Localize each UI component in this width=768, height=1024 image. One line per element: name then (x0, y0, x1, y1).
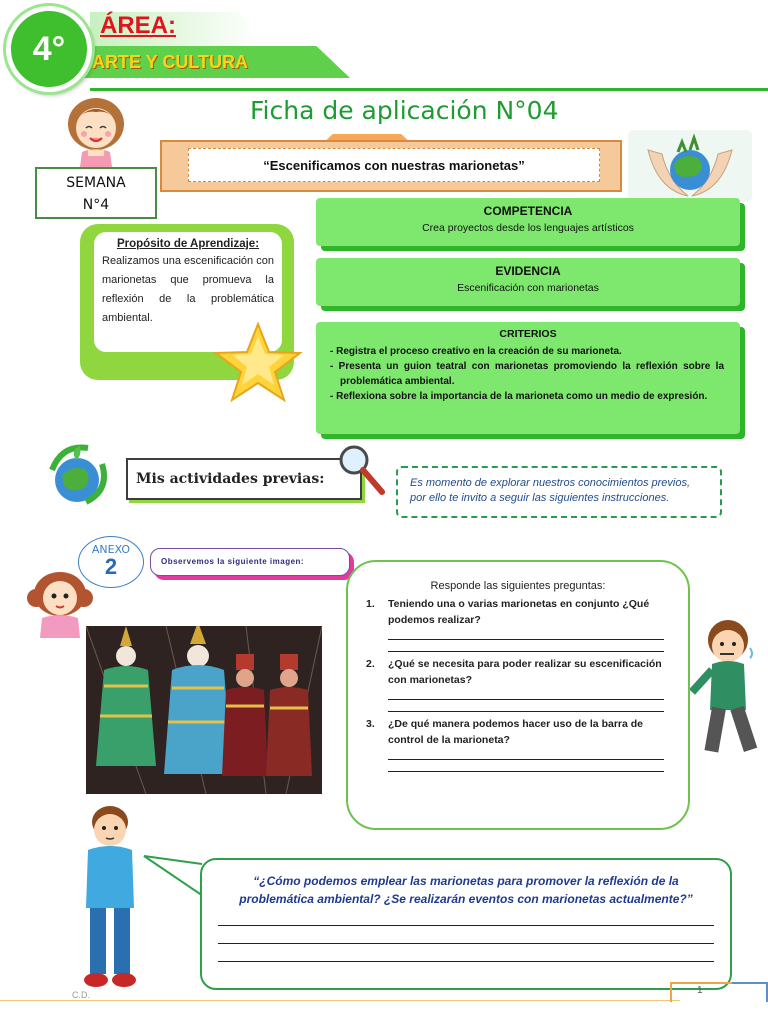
answer-line[interactable] (388, 628, 664, 640)
answer-line[interactable] (218, 926, 714, 944)
question-item (366, 656, 670, 712)
reflection-question: “¿Cómo podemos emplear las marionetas para promover la reflexión de la problemática ambiental? ¿Se realizarán eventos con marionetas actualmente?” (239, 874, 693, 906)
criterio-item: - Reflexiona sobre la importancia de la marioneta como un medio de expresión. (330, 391, 708, 402)
answer-line[interactable] (388, 760, 664, 772)
evidencia-heading: EVIDENCIA (495, 264, 561, 278)
page-number: 1 (697, 985, 703, 996)
footer-initials: C.D. (72, 990, 90, 1000)
evidencia-text: Escenificación con marionetas (457, 282, 599, 294)
grade-text: 4° (32, 29, 66, 68)
answer-line[interactable] (388, 748, 664, 760)
question-text: Teniendo una o varias marionetas en conjunto ¿Qué podemos realizar? (388, 598, 650, 626)
evidencia-box (316, 258, 740, 306)
answer-line[interactable] (218, 908, 714, 926)
competencia-box (316, 198, 740, 246)
banner-title: “Escenificamos con nuestras marionetas” (188, 148, 600, 182)
semana-line1: SEMANA (66, 175, 126, 191)
magnifier-icon (334, 444, 386, 496)
boy-worried-icon (690, 618, 764, 764)
answer-line[interactable] (388, 700, 664, 712)
boy-thinking-icon (74, 804, 148, 992)
question-text: ¿De qué manera podemos hacer uso de la barra de control de la marioneta? (388, 718, 643, 746)
criterios-box (316, 322, 740, 434)
criterios-heading: CRITERIOS (499, 328, 557, 340)
footer-bracket-right (732, 982, 768, 1002)
competencia-text: Crea proyectos desde los lenguajes artísticos (422, 222, 634, 234)
earth-hands-image (628, 130, 752, 202)
actividades-message: Es momento de explorar nuestros conocimientos previos, por ello te invito a seguir las siguientes instrucciones. (396, 466, 722, 518)
subject-title: ARTE Y CULTURA (92, 52, 249, 72)
questions-heading: Responde las siguientes preguntas: (430, 580, 606, 592)
header-divider (90, 88, 768, 91)
anexo-number: 2 (104, 554, 118, 579)
criterio-item: - Presenta un guion teatral con marionetas promoviendo la reflexión sobre la problemática ambiental. (330, 361, 724, 387)
page-title: Ficha de aplicación N°04 (250, 96, 559, 125)
marionettes-photo (86, 626, 322, 794)
proposito-heading: Propósito de Aprendizaje: (116, 238, 260, 250)
answer-line[interactable] (388, 640, 664, 652)
footer-divider (0, 1000, 680, 1001)
semana-label (35, 167, 157, 219)
questions-list (366, 596, 670, 772)
answer-line[interactable] (388, 688, 664, 700)
anexo-label: ANEXO (91, 543, 131, 556)
area-label: ÁREA: (100, 12, 176, 39)
question-text: ¿Qué se necesita para poder realizar su escenificación con marionetas? (388, 658, 662, 686)
star-icon (212, 322, 304, 402)
actividades-title: Mis actividades previas: (126, 458, 362, 500)
recycle-earth-icon (42, 440, 112, 508)
question-item (366, 716, 670, 772)
competencia-heading: COMPETENCIA (483, 204, 573, 218)
question-number: 1. (366, 598, 375, 610)
question-number: 2. (366, 658, 375, 670)
criterio-item: - Registra el proceso creativo en la creación de su marioneta. (330, 346, 622, 357)
answer-line[interactable] (218, 944, 714, 962)
question-number: 3. (366, 718, 375, 730)
proposito-text: Realizamos una escenificación con marionetas que promueva la reflexión de la problemática ambiental. (102, 255, 274, 324)
reflection-bubble (200, 858, 732, 990)
session-banner (160, 140, 622, 192)
semana-line2: N°4 (82, 197, 110, 213)
question-item (366, 596, 670, 652)
anexo-instruction: Observemos la siguiente imagen: (150, 548, 350, 576)
grade-badge (6, 6, 92, 92)
criterios-list (316, 340, 740, 404)
questions-box (346, 560, 690, 830)
